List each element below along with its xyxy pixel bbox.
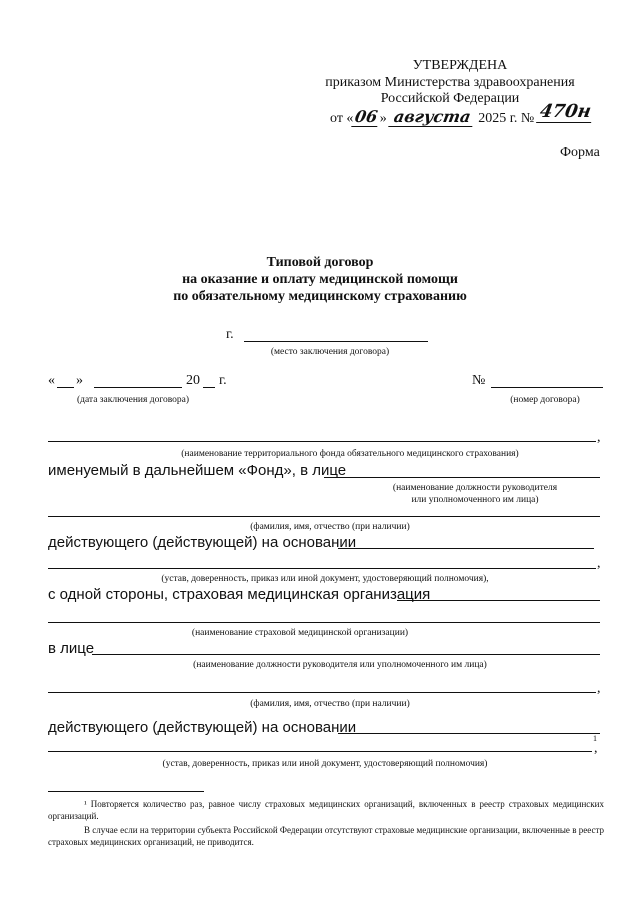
date-year-prefix: 20 xyxy=(186,373,200,388)
fund-basis-field-2[interactable] xyxy=(48,568,596,569)
date-day-field[interactable] xyxy=(57,387,74,388)
smo-basis-field[interactable] xyxy=(338,733,600,734)
fund-basis-caption: (устав, доверенность, приказ или иной документ, удостоверяющий полномочия), xyxy=(161,574,489,584)
doc-title-line2: на оказание и оплату медицинской помощи xyxy=(182,272,458,287)
date-month-field[interactable] xyxy=(94,387,182,388)
fund-named-text: именуемый в дальнейшем «Фонд», в лице xyxy=(48,462,347,479)
smo-footnote-mark: 1 xyxy=(593,734,597,743)
fund-name-comma: , xyxy=(597,430,601,445)
place-caption: (место заключения договора) xyxy=(270,347,390,357)
approval-title: УТВЕРЖДЕНА xyxy=(412,58,508,73)
smo-person-label: в лице xyxy=(48,640,95,657)
fund-position-caption-2: или уполномоченного им лица) xyxy=(411,495,539,505)
footnote-separator xyxy=(48,791,204,792)
smo-name-field-2[interactable] xyxy=(48,622,600,623)
approval-year: 2025 г. № xyxy=(474,111,538,126)
smo-basis-caption: (устав, доверенность, приказ или иной документ, удостоверяющий полномочия) xyxy=(162,759,488,769)
smo-basis-field-2[interactable] xyxy=(48,751,592,752)
doc-title-line3: по обязательному медицинскому страхованию xyxy=(173,289,467,304)
date-close-quote: » xyxy=(76,373,83,388)
approval-date-line xyxy=(330,101,630,128)
date-year-suffix: г. xyxy=(219,373,227,388)
date-open-quote: « xyxy=(48,373,55,388)
fund-acting-text: действующего (действующей) на основании xyxy=(48,534,357,551)
fund-fio-caption: (фамилия, имя, отчество (при наличии) xyxy=(250,522,410,532)
approval-line2: Российской Федерации xyxy=(380,91,520,106)
smo-fio-caption: (фамилия, имя, отчество (при наличии) xyxy=(250,699,410,709)
footnote-2: В случае если на территории субъекта Российской Федерации отсутствуют страховые медицинские организации, включенные в реестр страховых медицинских организаций, не приводится. xyxy=(48,825,604,847)
date-mid: » xyxy=(379,111,391,126)
smo-intro-text: с одной стороны, страховая медицинская организация xyxy=(48,586,431,603)
fund-position-field[interactable] xyxy=(324,477,600,478)
fund-name-field[interactable] xyxy=(48,441,596,442)
smo-position-field[interactable] xyxy=(92,654,600,655)
date-prefix: от « xyxy=(330,111,354,126)
place-prefix: г. xyxy=(226,327,234,342)
smo-fio-field[interactable] xyxy=(48,692,596,693)
doc-title-line1: Типовой договор xyxy=(266,255,374,270)
fund-name-caption: (наименование территориального фонда обязательного медицинского страхования) xyxy=(181,449,519,459)
smo-name-field[interactable] xyxy=(397,600,600,601)
date-caption: (дата заключения договора) xyxy=(76,395,190,405)
contract-number-field[interactable] xyxy=(491,387,603,388)
smo-name-caption: (наименование страховой медицинской организации) xyxy=(191,628,409,638)
fund-fio-field[interactable] xyxy=(48,516,600,517)
fund-position-caption-1: (наименование должности руководителя xyxy=(392,483,558,493)
smo-position-caption: (наименование должности руководителя или уполномоченного им лица) xyxy=(193,660,487,670)
footnote-1: ¹ Повторяется количество раз, равное числу страховых медицинских организаций, включенных в реестр страховых медицинских организаций. xyxy=(48,799,604,821)
fund-basis-comma: , xyxy=(597,556,601,571)
contract-number-caption: (номер договора) xyxy=(510,395,580,405)
approval-line1: приказом Министерства здравоохранения xyxy=(325,75,575,90)
smo-basis-comma: , xyxy=(594,741,598,756)
approval-number-handwritten: 470н xyxy=(536,101,595,123)
form-label: Форма xyxy=(560,145,600,160)
approval-month-handwritten: августа xyxy=(388,107,476,127)
place-field[interactable] xyxy=(244,341,428,342)
date-year-field[interactable] xyxy=(203,387,215,388)
fund-basis-field[interactable] xyxy=(338,548,594,549)
smo-fio-comma: , xyxy=(597,681,601,696)
smo-acting-text: действующего (действующей) на основании xyxy=(48,719,357,736)
contract-number-label: № xyxy=(472,373,486,388)
approval-day-handwritten: 06 xyxy=(352,107,382,127)
